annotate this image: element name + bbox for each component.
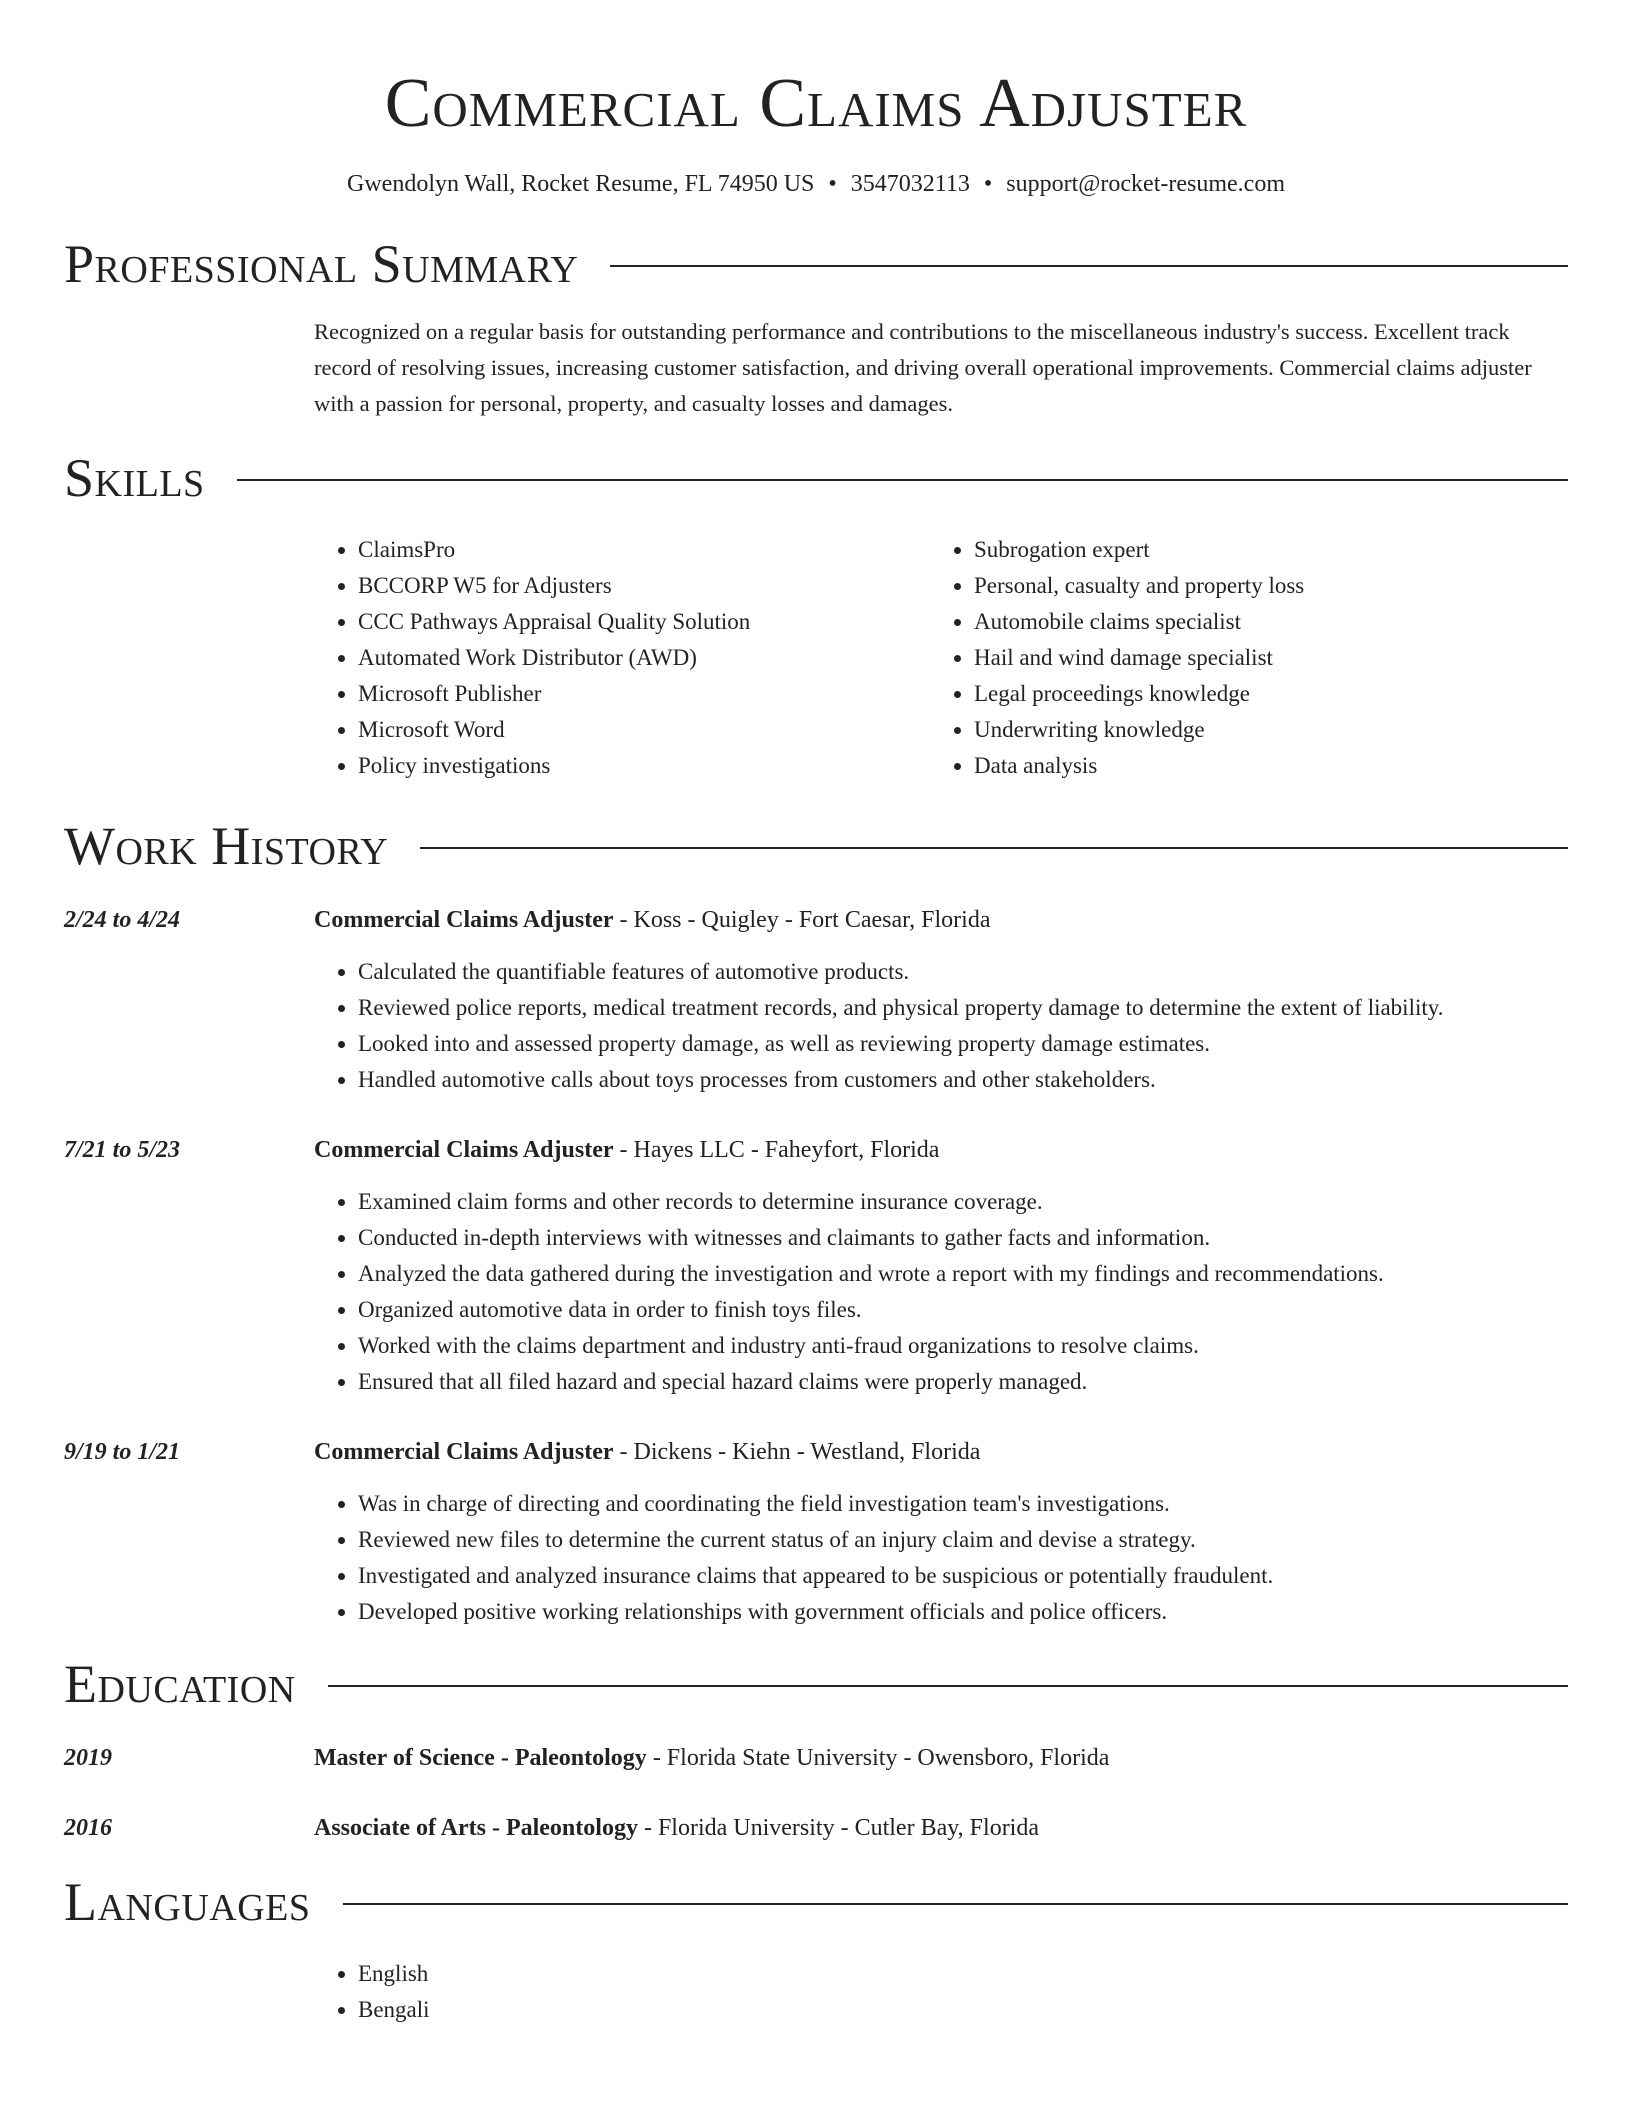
- education-school-location: - Florida State University - Owensboro, Florida: [646, 1745, 1110, 1771]
- skill-item: • Automobile claims specialist: [974, 604, 1546, 640]
- section-divider: [328, 1685, 1568, 1687]
- summary-section: [314, 314, 1568, 422]
- skills-list-right: [930, 532, 1546, 784]
- language-item: • English: [358, 1956, 1568, 1992]
- job-entry: [64, 1132, 1568, 1400]
- job-duty-item: • Examined claim forms and other records to determine insurance coverage.: [358, 1184, 1568, 1220]
- education-entry: [64, 1740, 1568, 1776]
- job-duty-item: • Reviewed new files to determine the current status of an injury claim and devise a strategy.: [358, 1522, 1568, 1558]
- job-title-line: [314, 1132, 1568, 1168]
- contact-phone: 3547032113: [850, 171, 970, 197]
- skill-item: • Microsoft Publisher: [358, 676, 930, 712]
- job-title: Commercial Claims Adjuster: [314, 1439, 614, 1465]
- job-content: [314, 902, 1568, 1098]
- work-heading: Work History: [64, 816, 389, 876]
- job-content: [314, 1132, 1568, 1400]
- education-section-heading: [64, 1652, 1568, 1716]
- education-year: 2016: [64, 1815, 112, 1841]
- education-school-location: - Florida University - Cutler Bay, Florida: [637, 1815, 1040, 1841]
- job-entry: [64, 902, 1568, 1098]
- skill-item: • Policy investigations: [358, 748, 930, 784]
- job-duties-list: [314, 954, 1568, 1098]
- job-title-line: [314, 1434, 1568, 1470]
- skill-item: • Microsoft Word: [358, 712, 930, 748]
- job-duty-item: • Organized automotive data in order to finish toys files.: [358, 1292, 1568, 1328]
- section-divider: [237, 479, 1568, 481]
- languages-section-heading: [64, 1870, 1568, 1934]
- education-entry: [64, 1810, 1568, 1846]
- job-duty-item: • Calculated the quantifiable features of automotive products.: [358, 954, 1568, 990]
- job-duty-item: • Looked into and assessed property damage, as well as reviewing property damage estimates.: [358, 1026, 1568, 1062]
- work-history-section: [64, 902, 1568, 1630]
- job-employer-location: - Dickens - Kiehn - Westland, Florida: [613, 1439, 981, 1465]
- contact-address: Gwendolyn Wall, Rocket Resume, FL 74950 US: [347, 171, 815, 197]
- skill-item: • Data analysis: [974, 748, 1546, 784]
- job-duty-item: • Handled automotive calls about toys processes from customers and other stakeholders.: [358, 1062, 1568, 1098]
- job-title: Commercial Claims Adjuster: [314, 907, 614, 933]
- skill-item: • Hail and wind damage specialist: [974, 640, 1546, 676]
- skills-list-left: [314, 532, 930, 784]
- job-duties-list: [314, 1184, 1568, 1400]
- education-heading: Education: [64, 1654, 296, 1714]
- job-title: Commercial Claims Adjuster: [314, 1137, 614, 1163]
- skills-heading: Skills: [64, 448, 205, 508]
- skills-column-left: [314, 532, 930, 784]
- contact-email: support@rocket-resume.com: [1006, 171, 1285, 197]
- summary-section-heading: [64, 232, 1568, 296]
- job-dates: 2/24 to 4/24: [64, 907, 181, 933]
- skills-section-heading: [64, 446, 1568, 510]
- skill-item: • CCC Pathways Appraisal Quality Solution: [358, 604, 930, 640]
- job-duties-list: [314, 1486, 1568, 1630]
- job-duty-item: • Worked with the claims department and industry anti-fraud organizations to resolve claims.: [358, 1328, 1568, 1364]
- job-dates: 9/19 to 1/21: [64, 1439, 181, 1465]
- skill-item: • Automated Work Distributor (AWD): [358, 640, 930, 676]
- languages-list: [314, 1956, 1568, 2028]
- job-employer-location: - Koss - Quigley - Fort Caesar, Florida: [613, 907, 991, 933]
- section-divider: [420, 847, 1568, 849]
- summary-heading: Professional Summary: [64, 234, 579, 294]
- contact-separator: •: [828, 171, 837, 197]
- education-degree: Associate of Arts - Paleontology: [314, 1815, 638, 1841]
- job-duty-item: • Was in charge of directing and coordinating the field investigation team's investigations.: [358, 1486, 1568, 1522]
- job-duty-item: • Investigated and analyzed insurance claims that appeared to be suspicious or potentially fraudulent.: [358, 1558, 1568, 1594]
- skill-item: • Legal proceedings knowledge: [974, 676, 1546, 712]
- job-content: [314, 1434, 1568, 1630]
- job-duty-item: • Conducted in-depth interviews with witnesses and claimants to gather facts and information.: [358, 1220, 1568, 1256]
- job-duty-item: • Developed positive working relationships with government officials and police officers.: [358, 1594, 1568, 1630]
- skills-column-right: [930, 532, 1546, 784]
- job-title-line: [314, 902, 1568, 938]
- section-divider: [610, 265, 1568, 267]
- job-duty-item: • Reviewed police reports, medical treatment records, and physical property damage to determine the extent of liability.: [358, 990, 1568, 1026]
- skill-item: • Subrogation expert: [974, 532, 1546, 568]
- skill-item: • Personal, casualty and property loss: [974, 568, 1546, 604]
- education-section: [64, 1740, 1568, 1846]
- contact-separator: •: [983, 171, 993, 197]
- education-degree-line: [314, 1740, 1568, 1776]
- contact-line: [64, 168, 1568, 200]
- summary-text: Recognized on a regular basis for outstanding performance and contributions to the miscellaneous industry's success. Excellent track record of resolving issues, increasing customer satisfaction, and driving overall operational improvements. Commercial claims adjuster with a passion for personal, property, and casualty losses and damages.: [314, 319, 1532, 416]
- languages-heading: Languages: [64, 1872, 311, 1932]
- job-duty-item: • Ensured that all filed hazard and special hazard claims were properly managed.: [358, 1364, 1568, 1400]
- skill-item: • Underwriting knowledge: [974, 712, 1546, 748]
- skills-section: [314, 532, 1568, 784]
- work-section-heading: [64, 814, 1568, 878]
- education-degree-line: [314, 1810, 1568, 1846]
- skill-item: • BCCORP W5 for Adjusters: [358, 568, 930, 604]
- languages-section: [314, 1956, 1568, 2028]
- education-degree: Master of Science - Paleontology: [314, 1745, 647, 1771]
- job-duty-item: • Analyzed the data gathered during the investigation and wrote a report with my findings and recommendations.: [358, 1256, 1568, 1292]
- language-item: • Bengali: [358, 1992, 1568, 2028]
- section-divider: [343, 1903, 1569, 1905]
- job-dates: 7/21 to 5/23: [64, 1137, 181, 1163]
- job-entry: [64, 1434, 1568, 1630]
- resume-title: Commercial Claims Adjuster: [384, 65, 1248, 142]
- education-year: 2019: [64, 1745, 112, 1771]
- skill-item: • ClaimsPro: [358, 532, 930, 568]
- job-employer-location: - Hayes LLC - Faheyfort, Florida: [613, 1137, 940, 1163]
